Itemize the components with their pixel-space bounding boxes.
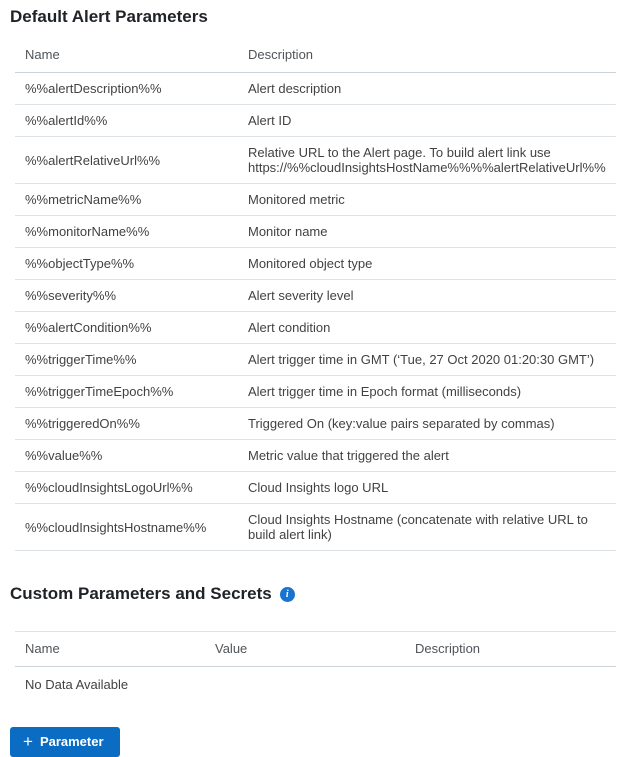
- table-row: [15, 137, 616, 184]
- param-description: Alert ID: [238, 105, 616, 137]
- param-description: Alert description: [238, 73, 616, 105]
- param-name: %%severity%%: [15, 280, 238, 312]
- param-description: Relative URL to the Alert page. To build alert link use https://%%cloudInsightsHostName%%%%alertRelativeUrl%%: [238, 137, 616, 184]
- param-description: Monitored object type: [238, 248, 616, 280]
- table-row: [15, 248, 616, 280]
- column-header-name: Name: [15, 632, 205, 667]
- table-row: [15, 344, 616, 376]
- param-name: %%metricName%%: [15, 184, 238, 216]
- table-row: [15, 312, 616, 344]
- param-description: Cloud Insights logo URL: [238, 472, 616, 504]
- info-icon[interactable]: i: [280, 587, 295, 602]
- param-name: %%alertDescription%%: [15, 73, 238, 105]
- table-row: [15, 280, 616, 312]
- custom-parameters-title: Custom Parameters and Secrets: [10, 584, 272, 603]
- param-name: %%triggerTime%%: [15, 344, 238, 376]
- add-parameter-button-label: Parameter: [39, 734, 104, 749]
- table-header-row: [15, 38, 616, 73]
- param-description: Monitor name: [238, 216, 616, 248]
- param-name: %%alertId%%: [15, 105, 238, 137]
- param-name: %%value%%: [15, 440, 238, 472]
- column-header-name: Name: [15, 38, 238, 73]
- param-description: Monitored metric: [238, 184, 616, 216]
- table-row: [15, 216, 616, 248]
- table-row: [15, 472, 616, 504]
- table-row: [15, 440, 616, 472]
- param-description: Alert condition: [238, 312, 616, 344]
- default-alert-parameters-title: Default Alert Parameters: [10, 7, 208, 26]
- table-header-row: [15, 632, 616, 667]
- param-name: %%alertRelativeUrl%%: [15, 137, 238, 184]
- param-description: Alert severity level: [238, 280, 616, 312]
- column-header-description: Description: [238, 38, 616, 73]
- param-name: %%cloudInsightsLogoUrl%%: [15, 472, 238, 504]
- param-name: %%triggeredOn%%: [15, 408, 238, 440]
- table-row: [15, 376, 616, 408]
- param-description: Alert trigger time in GMT (‘Tue, 27 Oct 2020 01:20:30 GMT’): [238, 344, 616, 376]
- custom-parameters-title-row: [10, 583, 618, 605]
- param-description: Triggered On (key:value pairs separated by commas): [238, 408, 616, 440]
- param-name: %%objectType%%: [15, 248, 238, 280]
- param-name: %%monitorName%%: [15, 216, 238, 248]
- param-name: %%cloudInsightsHostname%%: [15, 504, 238, 551]
- param-name: %%triggerTimeEpoch%%: [15, 376, 238, 408]
- custom-parameters-table: [15, 631, 616, 702]
- column-header-description: Description: [405, 632, 616, 667]
- table-row: [15, 408, 616, 440]
- no-data-label: No Data Available: [25, 677, 129, 692]
- table-row: [15, 184, 616, 216]
- param-description: Metric value that triggered the alert: [238, 440, 616, 472]
- table-row: [15, 73, 616, 105]
- param-description: Alert trigger time in Epoch format (milliseconds): [238, 376, 616, 408]
- plus-icon: +: [23, 732, 33, 751]
- table-row: [15, 105, 616, 137]
- table-row: [15, 504, 616, 551]
- default-parameters-table: [15, 38, 616, 551]
- empty-state-row: [15, 667, 616, 703]
- column-header-value: Value: [205, 632, 405, 667]
- param-name: %%alertCondition%%: [15, 312, 238, 344]
- param-description: Cloud Insights Hostname (concatenate with relative URL to build alert link): [238, 504, 616, 551]
